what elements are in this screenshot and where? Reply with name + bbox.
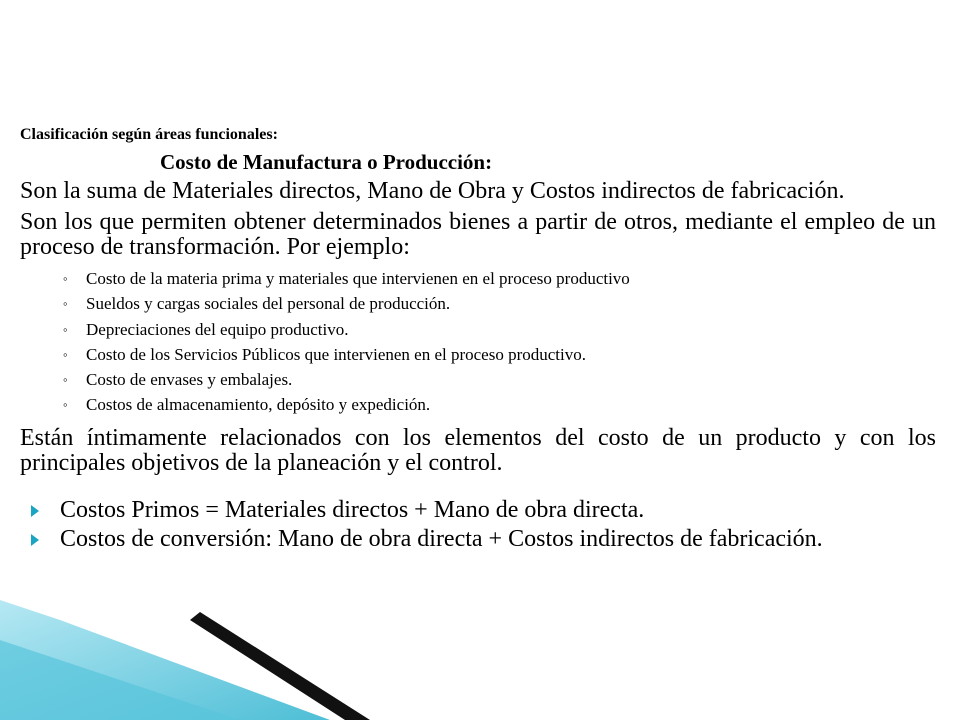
formula-item-prime-costs: Costos Primos = Materiales directos + Mano de obra directa.: [20, 498, 936, 523]
list-item: ◦ Sueldos y cargas sociales del personal de producción.: [20, 291, 936, 316]
slide-content: [20, 126, 936, 556]
formula-item-conversion-costs: Costos de conversión: Mano de obra directa + Costos indirectos de fabricación.: [20, 527, 936, 552]
formula-list: [20, 498, 936, 552]
ring-bullet-icon: ◦: [63, 296, 68, 312]
section-subtitle: Clasificación según áreas funcionales:: [20, 126, 278, 143]
ring-bullet-icon: ◦: [63, 271, 68, 286]
triangle-arrow-icon: [31, 534, 39, 546]
corner-decoration: [0, 580, 420, 720]
paragraph-description: Son los que permiten obtener determinados bienes a partir de otros, mediante el empleo de un proceso de transformación. Por ejemplo:: [20, 209, 936, 260]
list-item: ◦ Costo de la materia prima y materiales que intervienen en el proceso productivo: [20, 266, 936, 291]
list-item: ◦ Costos de almacenamiento, depósito y expedición.: [20, 392, 936, 417]
list-item: ◦ Costo de los Servicios Públicos que intervienen en el proceso productivo.: [20, 342, 936, 367]
list-item: ◦ Costo de envases y embalajes.: [20, 367, 936, 392]
paragraph-definition: Son la suma de Materiales directos, Mano de Obra y Costos indirectos de fabricación.: [20, 178, 845, 204]
paragraph-relation: Están íntimamente relacionados con los elementos del costo de un producto y con los principales objetivos de la planeación y el control.: [20, 424, 936, 476]
ring-bullet-icon: ◦: [63, 321, 68, 337]
section-title: Costo de Manufactura o Producción:: [160, 150, 493, 174]
examples-list: [20, 266, 936, 418]
list-item: ◦ Depreciaciones del equipo productivo.: [20, 317, 936, 342]
ring-bullet-icon: ◦: [63, 346, 68, 362]
ring-bullet-icon: ◦: [63, 397, 68, 413]
ring-bullet-icon: ◦: [63, 372, 68, 388]
triangle-arrow-icon: [31, 505, 39, 517]
